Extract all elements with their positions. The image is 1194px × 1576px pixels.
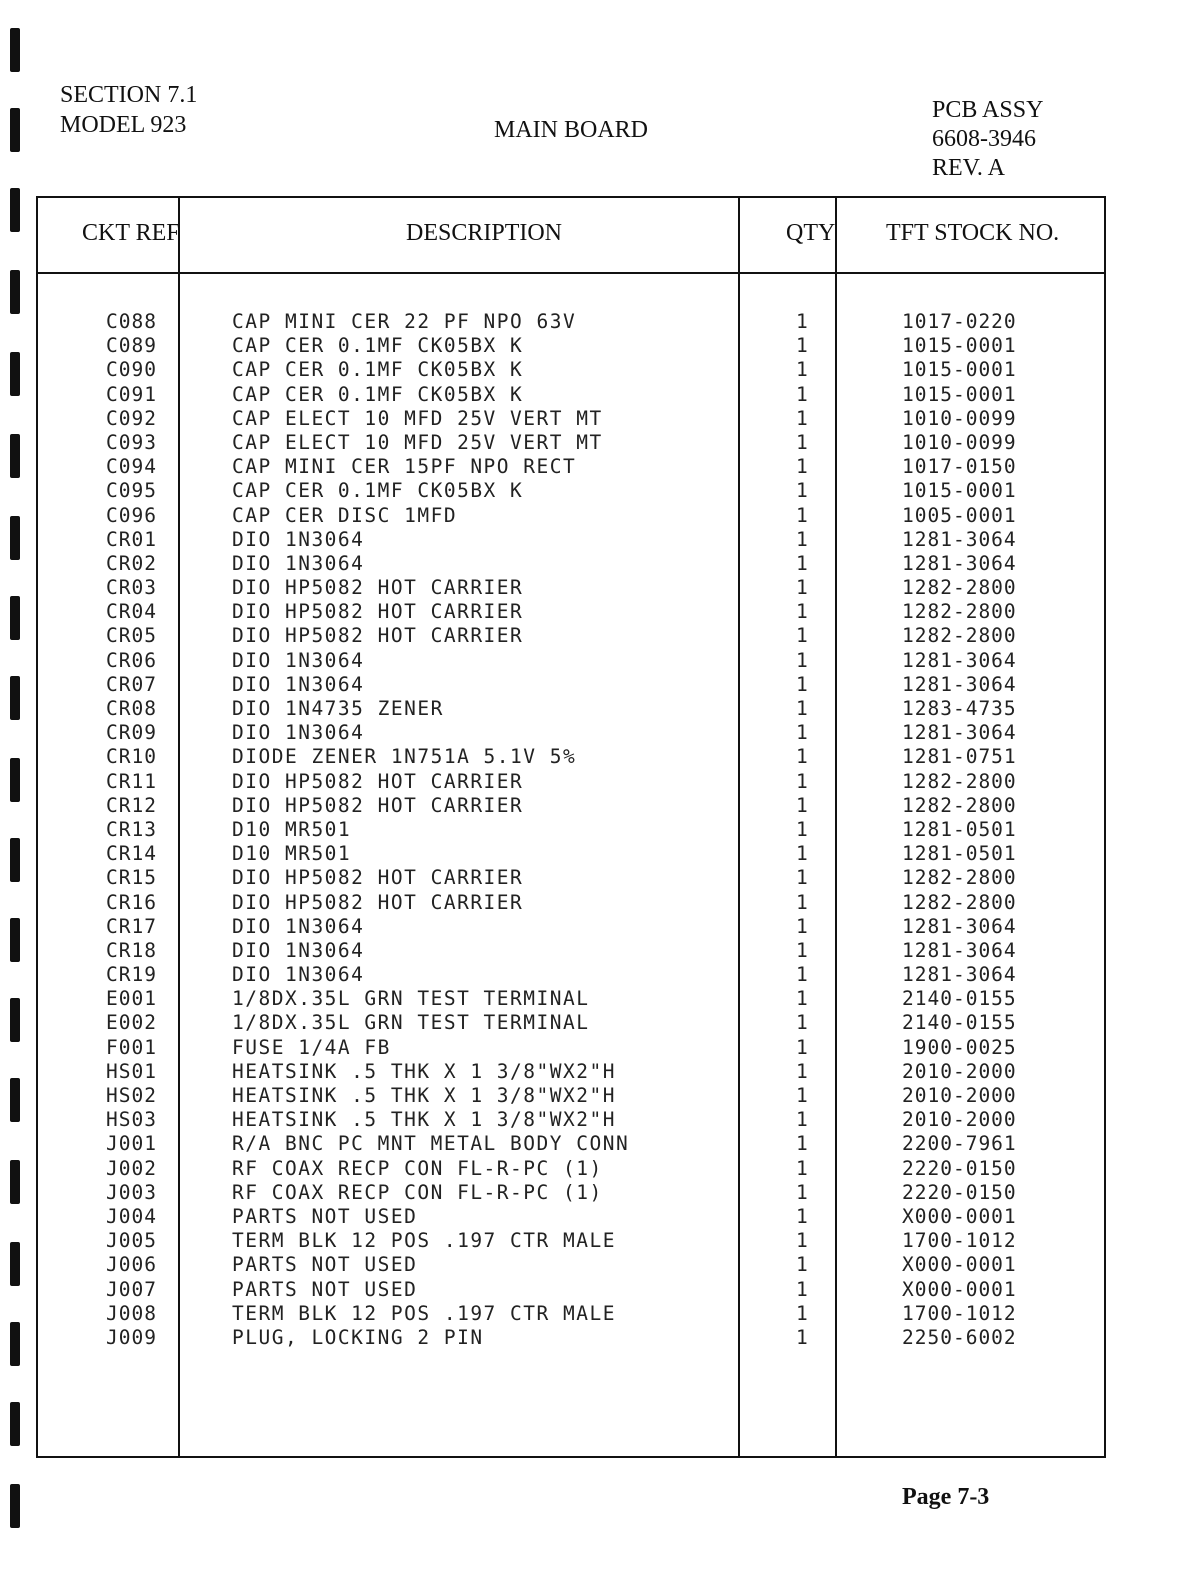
description-cell: DIO HP5082 HOT CARRIER bbox=[232, 600, 524, 624]
stock-no-cell: 2140-0155 bbox=[902, 987, 1017, 1011]
table-row bbox=[38, 1278, 1104, 1302]
stock-no-cell: 1010-0099 bbox=[902, 430, 1017, 454]
table-row bbox=[38, 939, 1104, 963]
qty-cell: 1 bbox=[796, 1229, 808, 1253]
stock-no-cell: 1281-0501 bbox=[902, 842, 1017, 866]
stock-no-cell: 2220-0150 bbox=[902, 1180, 1017, 1204]
table-row bbox=[38, 431, 1104, 455]
ckt-ref-cell: J006 bbox=[106, 1253, 157, 1277]
table-row bbox=[38, 1060, 1104, 1084]
table-row bbox=[38, 407, 1104, 431]
qty-cell: 1 bbox=[796, 721, 808, 745]
stock-no-cell: 1281-3064 bbox=[902, 551, 1017, 575]
qty-cell: 1 bbox=[796, 793, 808, 817]
table-row bbox=[38, 915, 1104, 939]
binder-mark bbox=[10, 1078, 20, 1122]
description-cell: HEATSINK .5 THK X 1 3/8"WX2"H bbox=[232, 1059, 616, 1083]
table-row bbox=[38, 987, 1104, 1011]
stock-no-cell: 1282-2800 bbox=[902, 600, 1017, 624]
description-cell: PLUG, LOCKING 2 PIN bbox=[232, 1325, 484, 1349]
binder-mark bbox=[10, 1322, 20, 1366]
qty-cell: 1 bbox=[796, 310, 808, 333]
binder-mark bbox=[10, 596, 20, 640]
table-row bbox=[38, 310, 1104, 334]
qty-cell: 1 bbox=[796, 358, 808, 382]
binder-mark bbox=[10, 516, 20, 560]
ckt-ref-cell: C094 bbox=[106, 455, 157, 479]
ckt-ref-cell: J008 bbox=[106, 1301, 157, 1325]
table-row bbox=[38, 1205, 1104, 1229]
stock-no-cell: 1281-3064 bbox=[902, 648, 1017, 672]
ckt-ref-cell: CR10 bbox=[106, 745, 157, 769]
qty-cell: 1 bbox=[796, 600, 808, 624]
qty-cell: 1 bbox=[796, 551, 808, 575]
description-cell: DIO HP5082 HOT CARRIER bbox=[232, 576, 524, 600]
table-body bbox=[38, 310, 1104, 1350]
qty-cell: 1 bbox=[796, 1156, 808, 1180]
qty-cell: 1 bbox=[796, 455, 808, 479]
table-row bbox=[38, 1326, 1104, 1350]
qty-cell: 1 bbox=[796, 769, 808, 793]
binder-mark bbox=[10, 998, 20, 1042]
ckt-ref-cell: J009 bbox=[106, 1325, 157, 1349]
ckt-ref-cell: CR18 bbox=[106, 938, 157, 962]
ckt-ref-cell: CR16 bbox=[106, 890, 157, 914]
description-cell: FUSE 1/4A FB bbox=[232, 1035, 391, 1059]
binder-mark bbox=[10, 1402, 20, 1446]
stock-no-cell: 1005-0001 bbox=[902, 503, 1017, 527]
ckt-ref-cell: CR05 bbox=[106, 624, 157, 648]
stock-no-cell: 2250-6002 bbox=[902, 1325, 1017, 1349]
qty-cell: 1 bbox=[796, 1301, 808, 1325]
stock-no-cell: 1281-3064 bbox=[902, 914, 1017, 938]
revision-label: REV. A bbox=[932, 155, 1005, 181]
qty-cell: 1 bbox=[796, 334, 808, 358]
table-row bbox=[38, 455, 1104, 479]
ckt-ref-cell: J002 bbox=[106, 1156, 157, 1180]
description-cell: DIO 1N4735 ZENER bbox=[232, 697, 444, 720]
stock-no-cell: 2140-0155 bbox=[902, 1011, 1017, 1035]
stock-no-cell: 2010-2000 bbox=[902, 1084, 1017, 1107]
stock-no-cell: 1283-4735 bbox=[902, 697, 1017, 720]
qty-cell: 1 bbox=[796, 817, 808, 841]
qty-cell: 1 bbox=[796, 672, 808, 696]
ckt-ref-cell: CR19 bbox=[106, 963, 157, 987]
binder-mark bbox=[10, 188, 20, 232]
ckt-ref-cell: C091 bbox=[106, 382, 157, 406]
description-cell: DIO 1N3064 bbox=[232, 914, 365, 938]
description-cell: CAP CER 0.1MF CK05BX K bbox=[232, 358, 524, 382]
ckt-ref-cell: CR17 bbox=[106, 914, 157, 938]
qty-cell: 1 bbox=[796, 479, 808, 503]
ckt-ref-cell: J004 bbox=[106, 1204, 157, 1228]
header-divider bbox=[38, 272, 1104, 274]
table-row bbox=[38, 1302, 1104, 1326]
stock-no-cell: 1900-0025 bbox=[902, 1035, 1017, 1059]
qty-cell: 1 bbox=[796, 914, 808, 938]
ckt-ref-cell: CR13 bbox=[106, 817, 157, 841]
stock-no-cell: 2220-0150 bbox=[902, 1156, 1017, 1180]
ckt-ref-cell: CR11 bbox=[106, 769, 157, 793]
table-row bbox=[38, 1181, 1104, 1205]
description-cell: DIO 1N3064 bbox=[232, 551, 365, 575]
description-cell: R/A BNC PC MNT METAL BODY CONN bbox=[232, 1132, 630, 1156]
description-cell: DIO 1N3064 bbox=[232, 963, 365, 987]
qty-cell: 1 bbox=[796, 745, 808, 769]
description-cell: CAP CER 0.1MF CK05BX K bbox=[232, 479, 524, 503]
qty-cell: 1 bbox=[796, 648, 808, 672]
stock-no-cell: 1282-2800 bbox=[902, 576, 1017, 600]
ckt-ref-cell: J001 bbox=[106, 1132, 157, 1156]
table-row bbox=[38, 600, 1104, 624]
ckt-ref-cell: HS03 bbox=[106, 1108, 157, 1132]
qty-cell: 1 bbox=[796, 1108, 808, 1132]
column-header-description: DESCRIPTION bbox=[406, 220, 563, 246]
table-row bbox=[38, 1011, 1104, 1035]
ckt-ref-cell: C092 bbox=[106, 406, 157, 430]
description-cell: DIO 1N3064 bbox=[232, 527, 365, 551]
table-row bbox=[38, 479, 1104, 503]
ckt-ref-cell: CR07 bbox=[106, 672, 157, 696]
table-row bbox=[38, 1036, 1104, 1060]
stock-no-cell: 2010-2000 bbox=[902, 1059, 1017, 1083]
table-row bbox=[38, 552, 1104, 576]
binder-mark bbox=[10, 28, 20, 72]
binder-mark bbox=[10, 918, 20, 962]
table-row bbox=[38, 1229, 1104, 1253]
qty-cell: 1 bbox=[796, 987, 808, 1011]
description-cell: DIO 1N3064 bbox=[232, 721, 365, 745]
qty-cell: 1 bbox=[796, 697, 808, 720]
table-row bbox=[38, 721, 1104, 745]
table-row bbox=[38, 1157, 1104, 1181]
table-row bbox=[38, 842, 1104, 866]
stock-no-cell: 1282-2800 bbox=[902, 769, 1017, 793]
description-cell: PARTS NOT USED bbox=[232, 1204, 418, 1228]
description-cell: CAP MINI CER 15PF NPO RECT bbox=[232, 455, 577, 479]
table-row bbox=[38, 818, 1104, 842]
ckt-ref-cell: CR09 bbox=[106, 721, 157, 745]
stock-no-cell: X000-0001 bbox=[902, 1253, 1017, 1277]
qty-cell: 1 bbox=[796, 1253, 808, 1277]
table-row bbox=[38, 794, 1104, 818]
ckt-ref-cell: C090 bbox=[106, 358, 157, 382]
assy-label: PCB ASSY bbox=[932, 97, 1044, 123]
description-cell: 1/8DX.35L GRN TEST TERMINAL bbox=[232, 987, 590, 1011]
qty-cell: 1 bbox=[796, 1204, 808, 1228]
description-cell: 1/8DX.35L GRN TEST TERMINAL bbox=[232, 1011, 590, 1035]
ckt-ref-cell: CR08 bbox=[106, 697, 157, 720]
stock-no-cell: 1281-3064 bbox=[902, 938, 1017, 962]
table-row bbox=[38, 963, 1104, 987]
table-row bbox=[38, 891, 1104, 915]
description-cell: CAP CER 0.1MF CK05BX K bbox=[232, 382, 524, 406]
table-row bbox=[38, 624, 1104, 648]
column-header-ckt-ref: CKT REF bbox=[82, 220, 180, 246]
stock-no-cell: X000-0001 bbox=[902, 1204, 1017, 1228]
ckt-ref-cell: J005 bbox=[106, 1229, 157, 1253]
qty-cell: 1 bbox=[796, 1132, 808, 1156]
ckt-ref-cell: CR15 bbox=[106, 866, 157, 890]
ckt-ref-cell: C088 bbox=[106, 310, 157, 333]
ckt-ref-cell: CR14 bbox=[106, 842, 157, 866]
ckt-ref-cell: CR03 bbox=[106, 576, 157, 600]
ckt-ref-cell: HS01 bbox=[106, 1059, 157, 1083]
qty-cell: 1 bbox=[796, 503, 808, 527]
ckt-ref-cell: C095 bbox=[106, 479, 157, 503]
stock-no-cell: 1282-2800 bbox=[902, 866, 1017, 890]
qty-cell: 1 bbox=[796, 1035, 808, 1059]
description-cell: PARTS NOT USED bbox=[232, 1277, 418, 1301]
table-row bbox=[38, 673, 1104, 697]
column-header-qty: QTY bbox=[786, 220, 836, 246]
stock-no-cell: 1700-1012 bbox=[902, 1301, 1017, 1325]
table-row bbox=[38, 528, 1104, 552]
stock-no-cell: 2010-2000 bbox=[902, 1108, 1017, 1132]
qty-cell: 1 bbox=[796, 1325, 808, 1349]
binder-mark bbox=[10, 838, 20, 882]
stock-no-cell: 1017-0220 bbox=[902, 310, 1017, 333]
model-label: MODEL 923 bbox=[60, 112, 187, 138]
page-number: Page 7-3 bbox=[902, 1484, 990, 1510]
description-cell: DIO HP5082 HOT CARRIER bbox=[232, 866, 524, 890]
ckt-ref-cell: C096 bbox=[106, 503, 157, 527]
description-cell: DIO HP5082 HOT CARRIER bbox=[232, 769, 524, 793]
table-row bbox=[38, 649, 1104, 673]
qty-cell: 1 bbox=[796, 938, 808, 962]
stock-no-cell: 1281-3064 bbox=[902, 963, 1017, 987]
description-cell: DIO HP5082 HOT CARRIER bbox=[232, 624, 524, 648]
qty-cell: 1 bbox=[796, 963, 808, 987]
qty-cell: 1 bbox=[796, 624, 808, 648]
section-label: SECTION 7.1 bbox=[60, 82, 198, 108]
description-cell: TERM BLK 12 POS .197 CTR MALE bbox=[232, 1301, 616, 1325]
binder-mark bbox=[10, 1160, 20, 1204]
ckt-ref-cell: CR04 bbox=[106, 600, 157, 624]
description-cell: D10 MR501 bbox=[232, 817, 352, 841]
description-cell: DIO HP5082 HOT CARRIER bbox=[232, 793, 524, 817]
qty-cell: 1 bbox=[796, 1059, 808, 1083]
description-cell: DIO 1N3064 bbox=[232, 648, 365, 672]
stock-no-cell: 1700-1012 bbox=[902, 1229, 1017, 1253]
description-cell: CAP ELECT 10 MFD 25V VERT MT bbox=[232, 430, 603, 454]
table-row bbox=[38, 1132, 1104, 1156]
qty-cell: 1 bbox=[796, 842, 808, 866]
stock-no-cell: 1281-3064 bbox=[902, 527, 1017, 551]
qty-cell: 1 bbox=[796, 430, 808, 454]
binder-mark bbox=[10, 1242, 20, 1286]
binder-mark bbox=[10, 758, 20, 802]
description-cell: RF COAX RECP CON FL-R-PC (1) bbox=[232, 1180, 603, 1204]
page-title: MAIN BOARD bbox=[494, 117, 649, 143]
qty-cell: 1 bbox=[796, 576, 808, 600]
qty-cell: 1 bbox=[796, 1084, 808, 1107]
binder-mark bbox=[10, 108, 20, 152]
description-cell: CAP ELECT 10 MFD 25V VERT MT bbox=[232, 406, 603, 430]
table-row bbox=[38, 504, 1104, 528]
binder-mark bbox=[10, 676, 20, 720]
qty-cell: 1 bbox=[796, 866, 808, 890]
ckt-ref-cell: CR12 bbox=[106, 793, 157, 817]
description-cell: TERM BLK 12 POS .197 CTR MALE bbox=[232, 1229, 616, 1253]
qty-cell: 1 bbox=[796, 1277, 808, 1301]
parts-table bbox=[36, 196, 1106, 1458]
ckt-ref-cell: J003 bbox=[106, 1180, 157, 1204]
stock-no-cell: 1017-0150 bbox=[902, 455, 1017, 479]
table-row bbox=[38, 866, 1104, 890]
description-cell: CAP MINI CER 22 PF NPO 63V bbox=[232, 310, 577, 333]
table-row bbox=[38, 334, 1104, 358]
table-row bbox=[38, 770, 1104, 794]
ckt-ref-cell: J007 bbox=[106, 1277, 157, 1301]
ckt-ref-cell: C089 bbox=[106, 334, 157, 358]
description-cell: HEATSINK .5 THK X 1 3/8"WX2"H bbox=[232, 1108, 616, 1132]
binder-mark bbox=[10, 270, 20, 314]
stock-no-cell: 1015-0001 bbox=[902, 479, 1017, 503]
table-row bbox=[38, 1253, 1104, 1277]
description-cell: D10 MR501 bbox=[232, 842, 352, 866]
column-header-stock-no: TFT STOCK NO. bbox=[886, 220, 1060, 246]
stock-no-cell: 1015-0001 bbox=[902, 358, 1017, 382]
ckt-ref-cell: E001 bbox=[106, 987, 157, 1011]
ckt-ref-cell: C093 bbox=[106, 430, 157, 454]
qty-cell: 1 bbox=[796, 527, 808, 551]
ckt-ref-cell: F001 bbox=[106, 1035, 157, 1059]
description-cell: DIO HP5082 HOT CARRIER bbox=[232, 890, 524, 914]
stock-no-cell: 1281-3064 bbox=[902, 721, 1017, 745]
table-row bbox=[38, 1108, 1104, 1132]
description-cell: CAP CER 0.1MF CK05BX K bbox=[232, 334, 524, 358]
qty-cell: 1 bbox=[796, 1180, 808, 1204]
qty-cell: 1 bbox=[796, 1011, 808, 1035]
table-row bbox=[38, 697, 1104, 721]
table-row bbox=[38, 745, 1104, 769]
table-row bbox=[38, 1084, 1104, 1108]
stock-no-cell: 1281-3064 bbox=[902, 672, 1017, 696]
stock-no-cell: 1281-0751 bbox=[902, 745, 1017, 769]
binder-mark bbox=[10, 352, 20, 396]
binder-mark bbox=[10, 1484, 20, 1528]
stock-no-cell: 1281-0501 bbox=[902, 817, 1017, 841]
table-row bbox=[38, 576, 1104, 600]
qty-cell: 1 bbox=[796, 890, 808, 914]
stock-no-cell: 1282-2800 bbox=[902, 793, 1017, 817]
ckt-ref-cell: CR02 bbox=[106, 551, 157, 575]
assy-number: 6608-3946 bbox=[932, 126, 1036, 152]
ckt-ref-cell: HS02 bbox=[106, 1084, 157, 1107]
description-cell: DIO 1N3064 bbox=[232, 672, 365, 696]
stock-no-cell: 1015-0001 bbox=[902, 334, 1017, 358]
description-cell: HEATSINK .5 THK X 1 3/8"WX2"H bbox=[232, 1084, 616, 1107]
description-cell: PARTS NOT USED bbox=[232, 1253, 418, 1277]
ckt-ref-cell: CR01 bbox=[106, 527, 157, 551]
binder-mark bbox=[10, 434, 20, 478]
stock-no-cell: 1282-2800 bbox=[902, 890, 1017, 914]
qty-cell: 1 bbox=[796, 406, 808, 430]
description-cell: CAP CER DISC 1MFD bbox=[232, 503, 458, 527]
table-row bbox=[38, 383, 1104, 407]
table-row bbox=[38, 358, 1104, 382]
section-header bbox=[60, 80, 197, 140]
qty-cell: 1 bbox=[796, 382, 808, 406]
ckt-ref-cell: CR06 bbox=[106, 648, 157, 672]
stock-no-cell: X000-0001 bbox=[902, 1277, 1017, 1301]
stock-no-cell: 1010-0099 bbox=[902, 406, 1017, 430]
stock-no-cell: 1282-2800 bbox=[902, 624, 1017, 648]
stock-no-cell: 2200-7961 bbox=[902, 1132, 1017, 1156]
description-cell: RF COAX RECP CON FL-R-PC (1) bbox=[232, 1156, 603, 1180]
ckt-ref-cell: E002 bbox=[106, 1011, 157, 1035]
description-cell: DIO 1N3064 bbox=[232, 938, 365, 962]
assembly-header bbox=[932, 96, 1043, 183]
description-cell: DIODE ZENER 1N751A 5.1V 5% bbox=[232, 745, 577, 769]
stock-no-cell: 1015-0001 bbox=[902, 382, 1017, 406]
